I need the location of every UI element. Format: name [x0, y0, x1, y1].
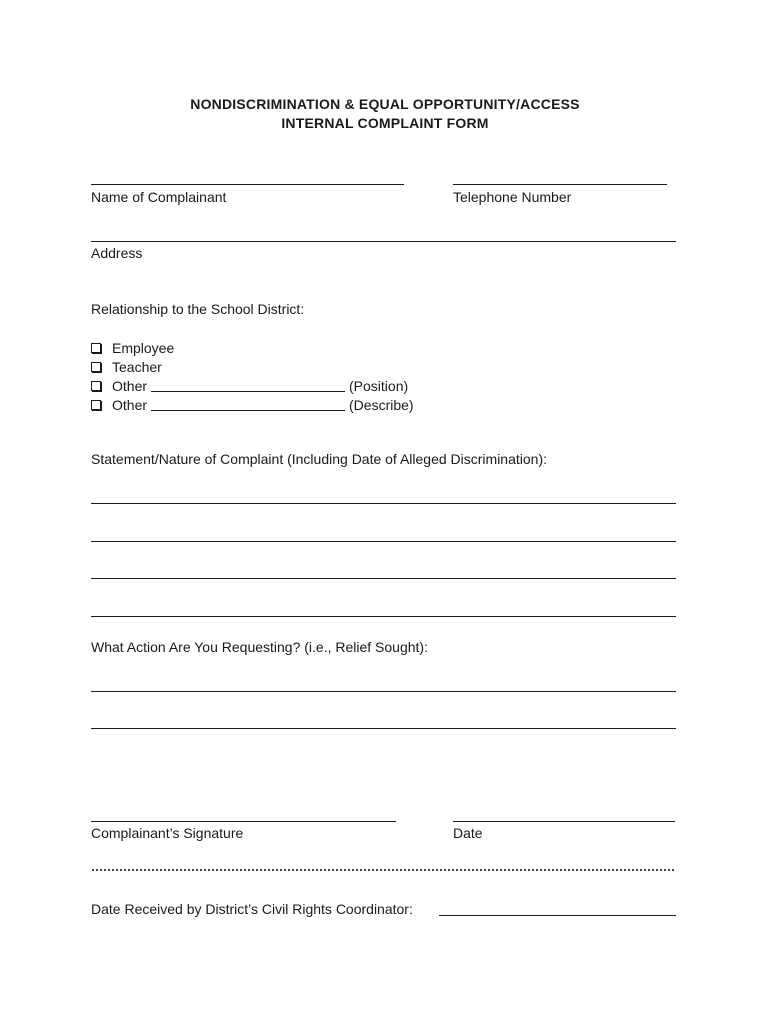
statement-line-1[interactable] — [91, 503, 676, 504]
checkbox-teacher[interactable] — [91, 362, 101, 372]
statement-line-4[interactable] — [91, 616, 676, 617]
signature-field-line[interactable] — [91, 821, 396, 822]
option-label: Employee — [112, 339, 175, 356]
form-title-line-2: INTERNAL COMPLAINT FORM — [281, 115, 489, 131]
relationship-option-other-position[interactable] — [91, 376, 408, 395]
name-label: Name of Complainant — [91, 189, 227, 205]
action-label: What Action Are You Requesting? (i.e., Relief Sought): — [91, 639, 428, 655]
checkbox-employee[interactable] — [91, 343, 101, 353]
telephone-label: Telephone Number — [453, 189, 572, 205]
form-title-line-1: NONDISCRIMINATION & EQUAL OPPORTUNITY/ACCESS — [190, 96, 580, 112]
statement-line-3[interactable] — [91, 578, 676, 579]
address-label: Address — [91, 245, 143, 261]
option-label: Other — [112, 396, 148, 413]
dotted-separator — [91, 868, 676, 872]
relationship-option-employee[interactable] — [91, 338, 174, 357]
option-label: Other — [112, 377, 148, 394]
option-suffix: (Describe) — [349, 396, 414, 413]
relationship-label: Relationship to the School District: — [91, 301, 305, 317]
address-field-line[interactable] — [91, 241, 676, 242]
date-field-line[interactable] — [453, 821, 675, 822]
date-label: Date — [453, 825, 483, 841]
action-line-2[interactable] — [91, 728, 676, 729]
other-position-field-line[interactable] — [151, 379, 345, 392]
checkbox-other-position[interactable] — [91, 381, 101, 391]
statement-line-2[interactable] — [91, 541, 676, 542]
option-label: Teacher — [112, 358, 162, 375]
date-received-field-line[interactable] — [439, 915, 676, 916]
signature-label: Complainant’s Signature — [91, 825, 244, 841]
telephone-field-line[interactable] — [453, 184, 667, 185]
date-received-label: Date Received by District’s Civil Rights Coordinator: — [91, 901, 413, 917]
option-suffix: (Position) — [349, 377, 409, 394]
statement-label: Statement/Nature of Complaint (Including Date of Alleged Discrimination): — [91, 451, 547, 467]
other-describe-field-line[interactable] — [151, 398, 345, 411]
relationship-option-other-describe[interactable] — [91, 395, 414, 414]
name-field-line[interactable] — [91, 184, 404, 185]
action-line-1[interactable] — [91, 691, 676, 692]
relationship-option-teacher[interactable] — [91, 357, 162, 376]
checkbox-other-describe[interactable] — [91, 400, 101, 410]
